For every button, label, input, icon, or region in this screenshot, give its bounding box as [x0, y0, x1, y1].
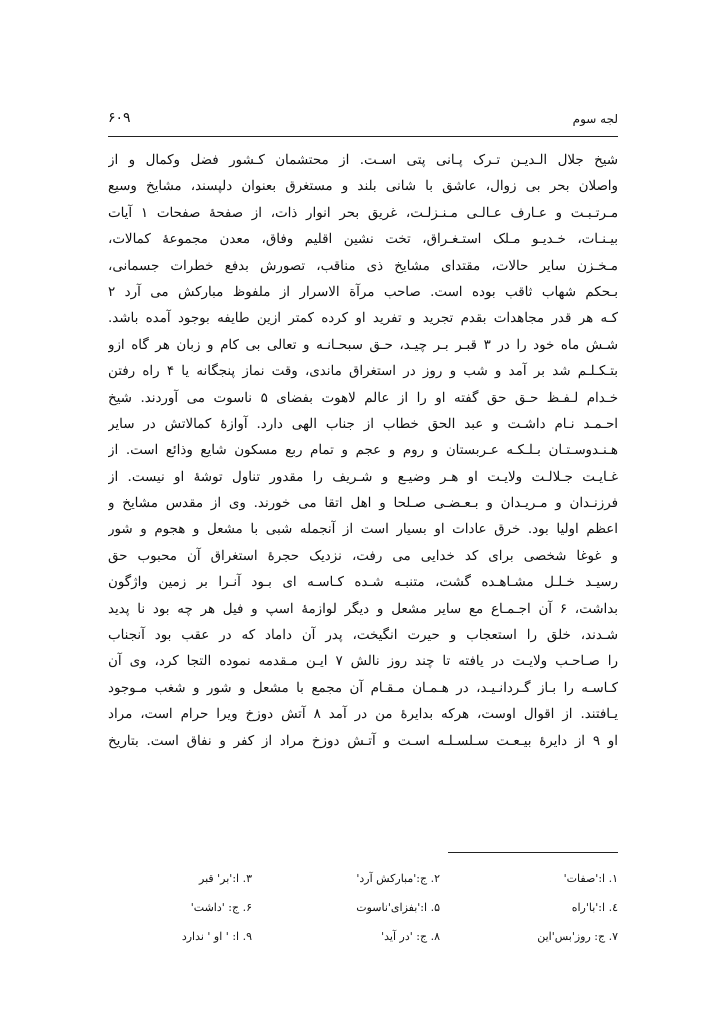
- header-divider: [108, 136, 618, 137]
- footnote: ۵. ا:'بفزای'ناسوت: [356, 901, 440, 914]
- text-line: غـایـت جـلالـت ولایـت او هـر وضیـع و شـریف را مقدور تناول توشهٔ او نیست. از: [108, 469, 618, 485]
- footnotes: [108, 864, 618, 951]
- text-line: واصلان بحر بی زوال، عاشق با شانی بلند و مستغرق بعنوان دلپسند، مشایخ وسیع: [108, 179, 618, 195]
- page-header: [108, 112, 618, 136]
- footnote-row: [108, 922, 618, 951]
- text-line: بـحکم شهاب ثاقب بوده است. صاحب مرآة الاسرار از ملفوظ مبارکش می آرد ۲: [108, 284, 618, 300]
- page-number: ۶۰۹: [108, 110, 131, 126]
- text-line: او ۹ از دایرهٔ بیـعـت سـلسـلـه اسـت و آتـش دوزخ مراد از کفر و نفاق است. بتاریخ: [108, 733, 618, 749]
- footnote: ۲. ج:'مبارکش آرد': [356, 872, 440, 885]
- text-line: کـه هر قدر مجاهدات بقدم تجرید و تفرید او کرده کمتر ازین طایفه بوجود آمده باشد.: [108, 311, 618, 327]
- footnote-divider: [448, 852, 618, 853]
- main-text: [108, 148, 618, 755]
- text-line: خـدام لـفـظ حـق حق گفته او را از عالم لاهوت بفضای ۵ ناسوت می آوردند. شیخ: [108, 390, 618, 406]
- footnote: ۱. ا:'صفات': [563, 872, 618, 885]
- footnote: ٤. ا:'با'راه: [571, 901, 618, 914]
- text-line: شـش ماه خود را در ۳ قبـر بـر چیـد، حـق سبحـانـه و تعالی بی کام و زبان هر گاه ازو: [108, 337, 618, 353]
- text-line: رسیـد خـلـل مشـاهـده گشت، متنبـه شـده کـاسـه ای بـود آنـرا بر زمین واژگون: [108, 575, 618, 591]
- footnote: ۷. ج: روز'بس'این: [537, 930, 618, 943]
- text-line: مـخـزن سایر حالات، مقتدای مشایخ ذی مناقب، تصورش بدفع خطرات جسمانی،: [108, 258, 618, 274]
- footnote-row: [108, 893, 618, 922]
- text-line: را صـاحـب ولایـت در یافته تا چند روز نالش ۷ ایـن مـقدمه نموده التجا کرد، وی آن: [108, 654, 618, 670]
- text-line: بداشت، ۶ آن اجـمـاع مع سایر مشعل و دیگر لوازمهٔ اسپ و فیل هر چه بود نا پدید: [108, 601, 618, 617]
- footnote: ۶. ج: 'داشت': [190, 901, 252, 914]
- text-line: شـدند، خلق را استعجاب و حیرت انگیخت، پدر آن داماد که در عقب بود آنجناب: [108, 628, 618, 644]
- text-line: اعظم اولیا بود. خرق عادات او بسیار است از آنجمله شبی با مشعل و هجوم و شور: [108, 522, 618, 538]
- text-line: شیخ جلال الـدیـن تـرک پـانی پتی اسـت. از محتشمان کـشور فضل وکمال و از: [108, 153, 618, 168]
- text-line: کـاسـه را بـاز گـردانـیـد، در هـمـان مـقـام آن مجمع با مشعل و شور و شغب مـوجود: [108, 680, 618, 696]
- text-line: یـافتند. از اقوال اوست، هرکه بدایرهٔ من در آمد ۸ آتش دوزخ ویرا حرام است، مراد: [108, 707, 618, 723]
- text-line: بتـکـلـم شد بر آمد و شب و روز در استغراق ماندی، وقت نماز پنجگانه یا ۴ راه رفتن: [108, 364, 618, 380]
- text-line: و غوغا شخصی برای کد خدایی می رفت، نزدیک حجرهٔ استغراق آن محبوب حق: [108, 548, 618, 564]
- running-head-title: لجه سوم: [572, 112, 618, 126]
- text-line: بیـنـات، خـدیـو مـلک استـغـراق، تخت نشین اقلیم وفاق، معدن مجموعهٔ کمالات،: [108, 232, 618, 248]
- footnote: ۸. ج: 'در آید': [381, 930, 440, 943]
- footnote-row: [108, 864, 618, 893]
- footnote: ۳. ا:'بر' قبر: [199, 872, 252, 885]
- text-line: فرزنـدان و مـریـدان و بـعـضـی صـلحا و اهل اتقا می خورند. وی از مقدس مشایخ و: [108, 496, 618, 512]
- text-line: احـمـد نـام داشـت و عبد الحق خطاب از جناب الهی دارد. آوازهٔ کمالاتش در سایر: [108, 416, 618, 432]
- text-line: هـنـدوسـتـان بـلـکـه عـربستان و روم و عجم و تمام ربع مسکون شایع وذائع است. از: [108, 443, 618, 459]
- footnote: ۹. ا: ' او ' ندارد: [181, 930, 252, 943]
- text-line: مـرتـبـت و عـارف عـالـی مـنـزلـت، غریق بحر انوار ذات، از صفحهٔ صفحات ۱ آیات: [108, 205, 618, 221]
- book-page: [108, 100, 618, 960]
